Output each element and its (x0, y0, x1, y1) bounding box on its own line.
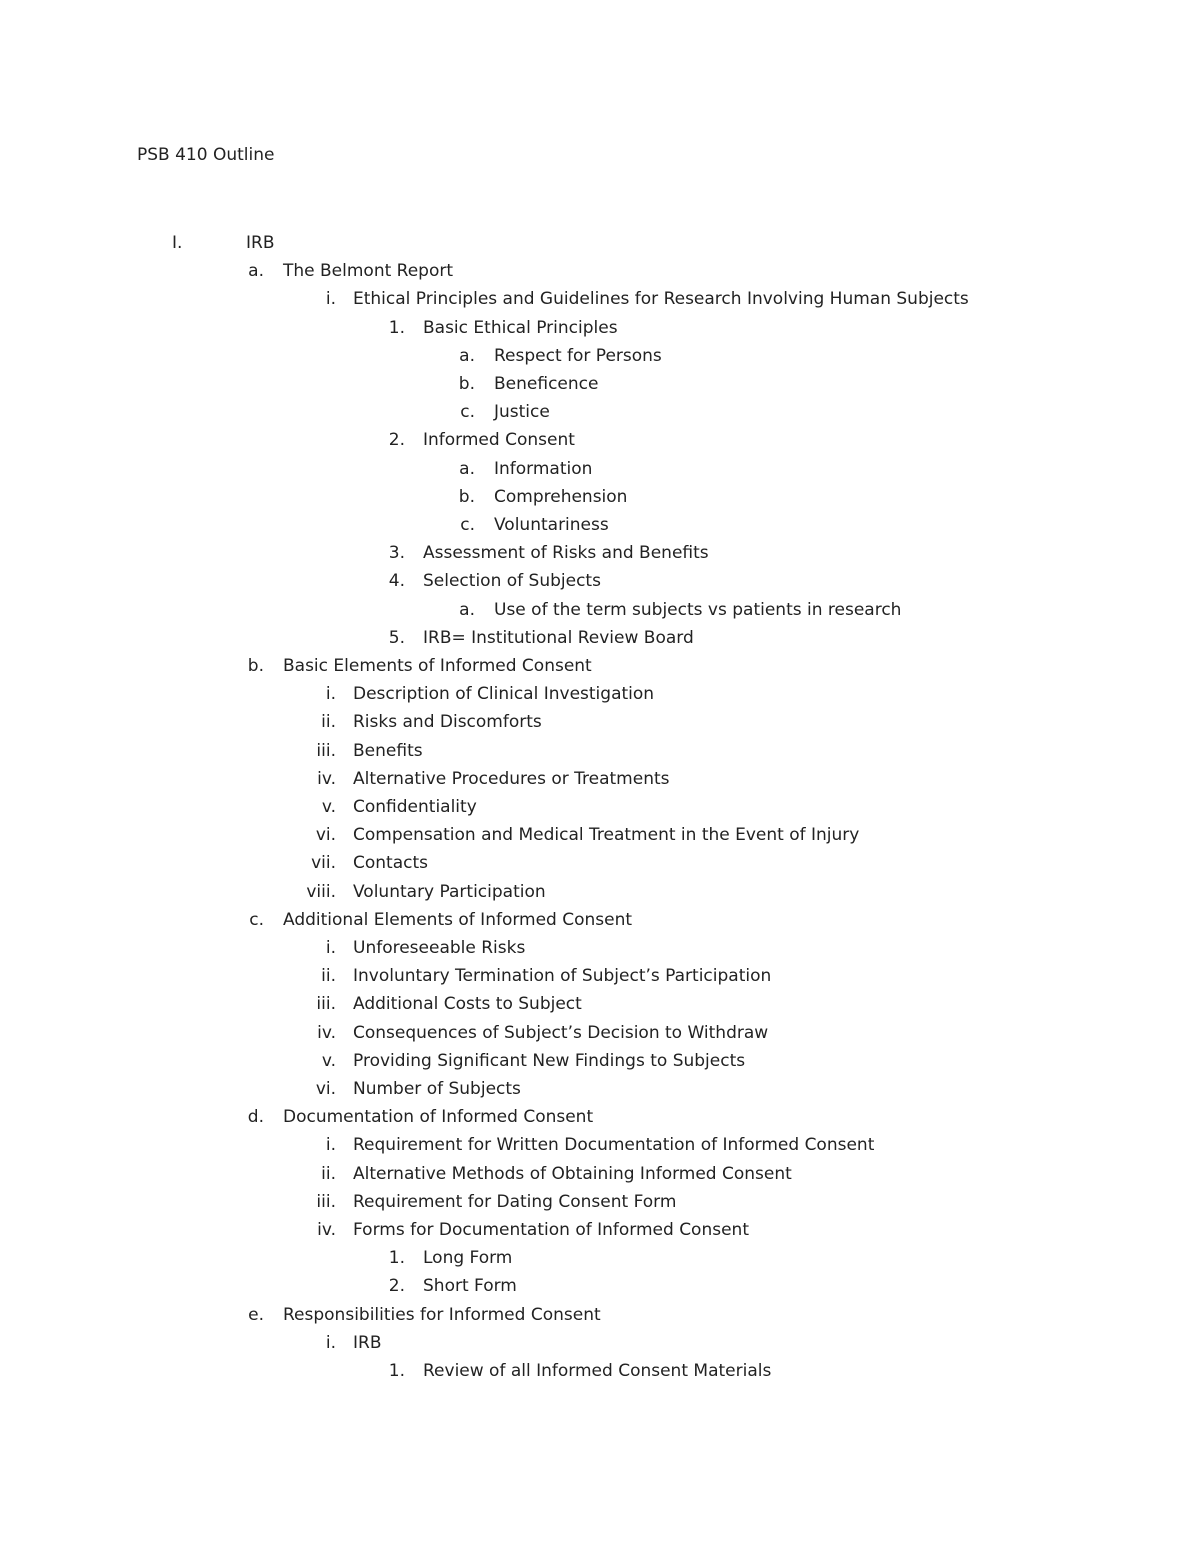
outline-marker: iv. (317, 769, 336, 789)
outline-text: Requirement for Dating Consent Form (353, 1192, 677, 1212)
outline-text: Informed Consent (423, 430, 575, 450)
outline-text: Responsibilities for Informed Consent (283, 1305, 601, 1325)
outline-marker: 2. (388, 430, 405, 450)
outline-marker: b. (458, 487, 475, 507)
outline-text: Alternative Procedures or Treatments (353, 769, 670, 789)
outline-marker: vi. (315, 825, 336, 845)
outline-marker: c. (249, 910, 264, 930)
outline-marker: vii. (311, 853, 336, 873)
outline-marker: iv. (317, 1220, 336, 1240)
outline-text: Basic Elements of Informed Consent (283, 656, 592, 676)
outline-item (0, 710, 1200, 734)
outline-marker: b. (247, 656, 264, 676)
outline-marker: v. (321, 1051, 336, 1071)
outline-item (0, 1049, 1200, 1073)
outline-text: Contacts (353, 853, 428, 873)
outline-item (0, 851, 1200, 875)
outline-text: Respect for Persons (494, 346, 662, 366)
outline-item (0, 1303, 1200, 1327)
outline-item (0, 541, 1200, 565)
outline-item (0, 569, 1200, 593)
outline-item (0, 1105, 1200, 1129)
outline-text: Basic Ethical Principles (423, 318, 618, 338)
outline-marker: 3. (388, 543, 405, 563)
outline-item (0, 880, 1200, 904)
outline-text: Assessment of Risks and Benefits (423, 543, 709, 563)
outline-item (0, 485, 1200, 509)
outline-item (0, 231, 1200, 255)
outline-text: Comprehension (494, 487, 628, 507)
outline-item (0, 1133, 1200, 1157)
outline-marker: iii. (316, 994, 336, 1014)
outline-item (0, 739, 1200, 763)
outline-item (0, 1077, 1200, 1101)
outline-item (0, 1246, 1200, 1270)
outline-item (0, 344, 1200, 368)
outline-text: Alternative Methods of Obtaining Informed Consent (353, 1164, 792, 1184)
outline-marker: i. (325, 938, 336, 958)
outline-item (0, 795, 1200, 819)
outline-marker: a. (459, 346, 475, 366)
outline-text: Requirement for Written Documentation of Informed Consent (353, 1135, 875, 1155)
outline-marker: iii. (316, 1192, 336, 1212)
outline-marker: c. (460, 402, 475, 422)
outline-text: Selection of Subjects (423, 571, 601, 591)
outline-text: The Belmont Report (283, 261, 454, 281)
outline-marker: ii. (321, 1164, 336, 1184)
outline-text: Voluntariness (494, 515, 609, 535)
outline-text: Confidentiality (353, 797, 477, 817)
outline-marker: viii. (306, 882, 336, 902)
outline-text: Documentation of Informed Consent (283, 1107, 594, 1127)
outline-marker: i. (325, 1135, 336, 1155)
outline-item (0, 1021, 1200, 1045)
outline-item (0, 1218, 1200, 1242)
outline-text: Number of Subjects (353, 1079, 521, 1099)
outline-item (0, 654, 1200, 678)
outline-marker: i. (325, 289, 336, 309)
outline-item (0, 682, 1200, 706)
outline-marker: b. (458, 374, 475, 394)
outline-item (0, 1274, 1200, 1298)
outline-text: Beneficence (494, 374, 599, 394)
outline-text: Additional Elements of Informed Consent (283, 910, 633, 930)
outline-text: Providing Significant New Findings to Subjects (353, 1051, 746, 1071)
outline-marker: a. (248, 261, 264, 281)
outline-text: Compensation and Medical Treatment in the Event of Injury (353, 825, 860, 845)
outline-item (0, 259, 1200, 283)
outline-marker: 1. (388, 1248, 405, 1268)
outline-item (0, 936, 1200, 960)
outline-marker: ii. (321, 712, 336, 732)
outline-item (0, 598, 1200, 622)
outline-text: Description of Clinical Investigation (353, 684, 655, 704)
outline-marker: e. (248, 1305, 264, 1325)
outline-item (0, 316, 1200, 340)
outline-marker: 5. (388, 628, 405, 648)
outline-marker: I. (172, 233, 183, 253)
outline-text: IRB (353, 1333, 382, 1353)
outline-item (0, 1190, 1200, 1214)
outline-item (0, 823, 1200, 847)
outline-item (0, 1162, 1200, 1186)
outline-text: Unforeseeable Risks (353, 938, 526, 958)
outline-text: Ethical Principles and Guidelines for Research Involving Human Subjects (353, 289, 969, 309)
outline-marker: a. (459, 459, 475, 479)
outline-marker: 2. (388, 1276, 405, 1296)
outline-text: Consequences of Subject’s Decision to Withdraw (353, 1023, 769, 1043)
outline-item (0, 400, 1200, 424)
outline-item (0, 992, 1200, 1016)
outline-item (0, 908, 1200, 932)
outline-text: Review of all Informed Consent Materials (423, 1361, 772, 1381)
outline-text: IRB= Institutional Review Board (423, 628, 694, 648)
outline-item (0, 513, 1200, 537)
outline-text: Justice (494, 402, 550, 422)
outline-item (0, 1331, 1200, 1355)
outline-text: Short Form (423, 1276, 517, 1296)
outline-text: Long Form (423, 1248, 513, 1268)
outline-marker: iv. (317, 1023, 336, 1043)
outline-marker: 1. (388, 318, 405, 338)
outline-text: Risks and Discomforts (353, 712, 542, 732)
outline-marker: d. (247, 1107, 264, 1127)
outline-item (0, 1359, 1200, 1383)
page-title: PSB 410 Outline (137, 145, 275, 165)
outline-text: Benefits (353, 741, 423, 761)
outline-text: IRB (246, 233, 275, 253)
outline-text: Additional Costs to Subject (353, 994, 582, 1014)
outline-marker: c. (460, 515, 475, 535)
outline-text: Voluntary Participation (353, 882, 546, 902)
outline-marker: 1. (388, 1361, 405, 1381)
outline-item (0, 767, 1200, 791)
outline-marker: i. (325, 1333, 336, 1353)
outline-item (0, 372, 1200, 396)
outline-marker: a. (459, 600, 475, 620)
outline-text: Use of the term subjects vs patients in research (494, 600, 902, 620)
outline-text: Information (494, 459, 593, 479)
outline-text: Forms for Documentation of Informed Consent (353, 1220, 749, 1240)
outline-item (0, 428, 1200, 452)
outline-item (0, 457, 1200, 481)
outline-marker: v. (321, 797, 336, 817)
outline-marker: ii. (321, 966, 336, 986)
outline-item (0, 626, 1200, 650)
outline-item (0, 287, 1200, 311)
outline-marker: vi. (315, 1079, 336, 1099)
outline-marker: i. (325, 684, 336, 704)
outline-text: Involuntary Termination of Subject’s Participation (353, 966, 772, 986)
outline-marker: 4. (388, 571, 405, 591)
outline-marker: iii. (316, 741, 336, 761)
outline-item (0, 964, 1200, 988)
